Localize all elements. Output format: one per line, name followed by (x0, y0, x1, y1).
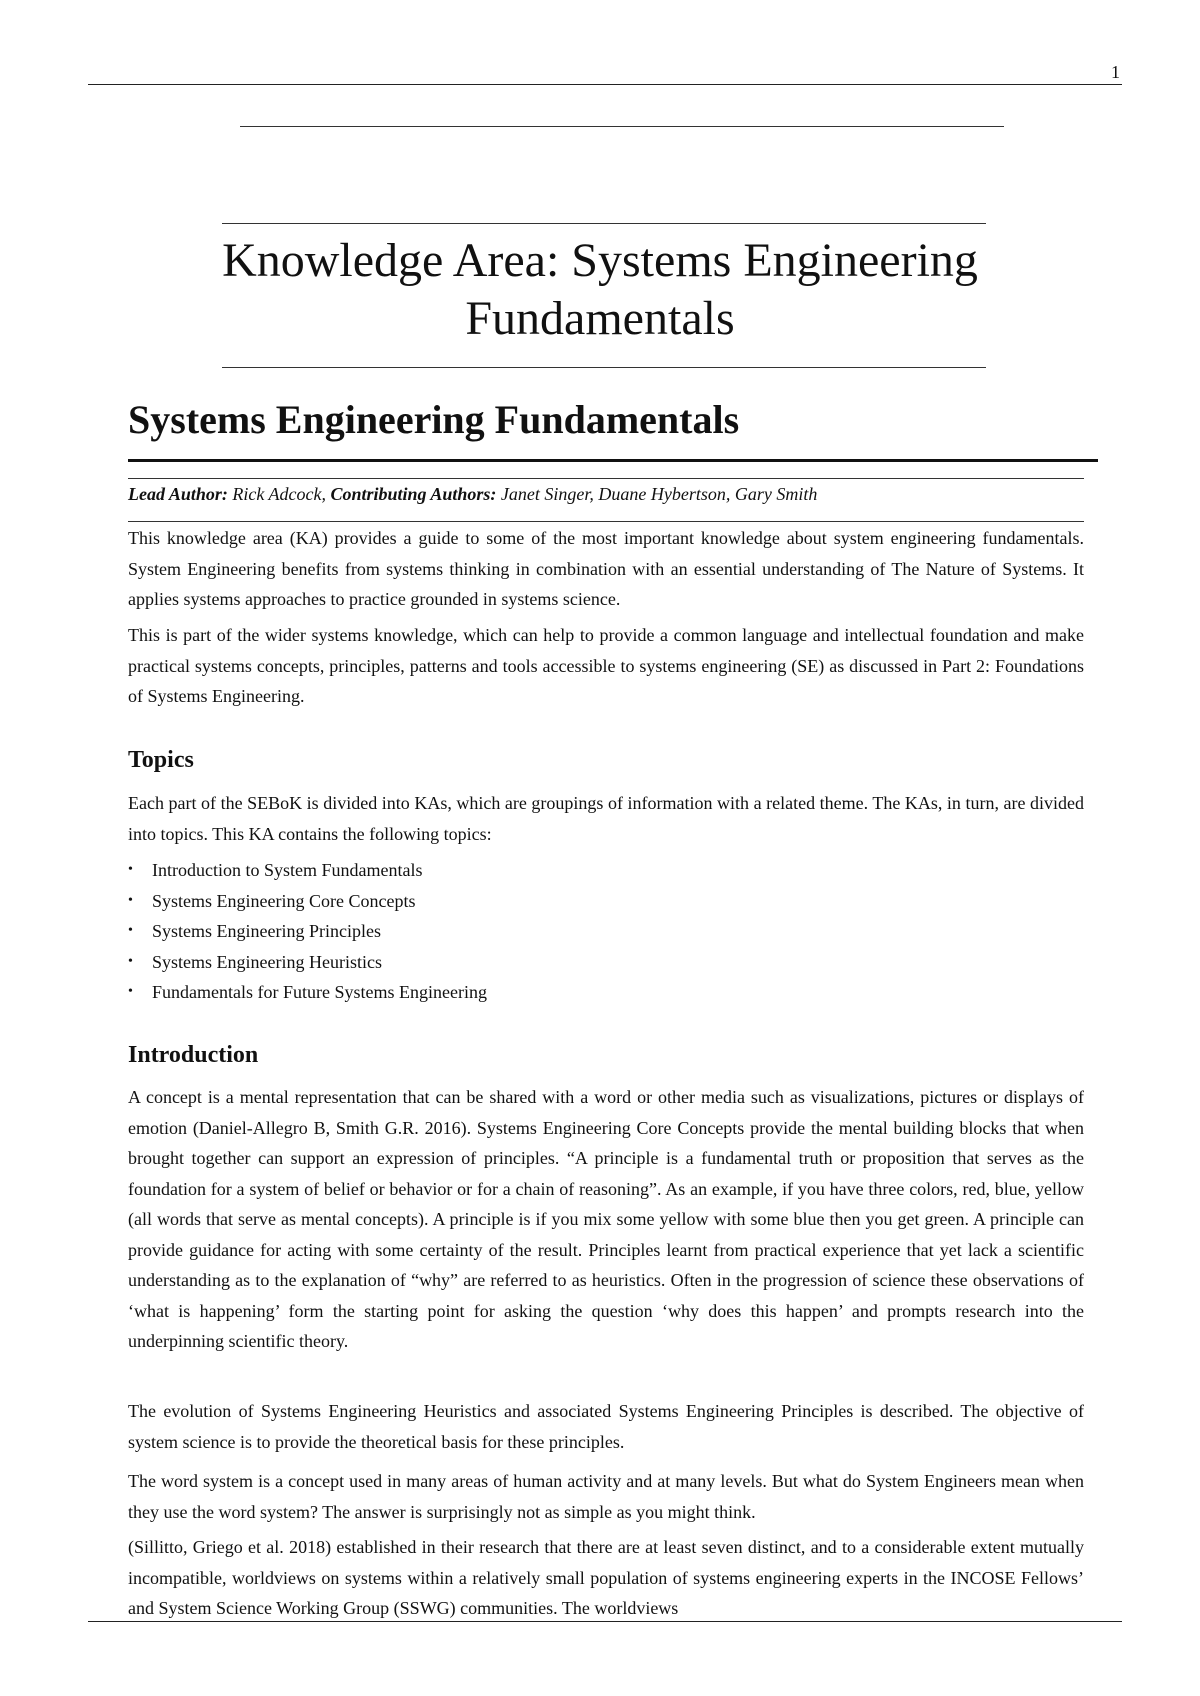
author-rule-bottom (128, 521, 1084, 522)
topic-item[interactable] (128, 916, 487, 947)
topic-item[interactable] (128, 947, 487, 978)
footer-rule (88, 1621, 1122, 1622)
header-rule (88, 84, 1122, 85)
title-rule-top (222, 223, 986, 224)
top-divider (240, 126, 1004, 127)
page-number: 1 (1111, 62, 1120, 82)
topic-link[interactable]: Introduction to System Fundamentals (152, 860, 423, 880)
section-title: Systems Engineering Fundamentals (128, 397, 740, 442)
topics-paragraph: Each part of the SEBoK is divided into KAs, which are groupings of information with a related theme. The KAs, in turn, are divided into topics. This KA contains the following topics: (128, 793, 1084, 844)
topics-list (128, 855, 487, 1008)
intro-paragraph: This knowledge area (KA) provides a guide to some of the most important knowledge about system engineering fundamentals. System Engineering benefits from systems thinking in combination with an essential understanding of The Nature of Systems. It applies systems approaches to practice grounded in systems science. (128, 528, 1084, 609)
topics-heading: Topics (128, 747, 194, 773)
contributing-authors-names: Janet Singer, Duane Hybertson, Gary Smith (496, 484, 818, 504)
topic-link[interactable]: Systems Engineering Principles (152, 921, 381, 941)
lead-author-name: Rick Adcock, (227, 484, 331, 504)
author-line (128, 484, 817, 505)
topic-link[interactable]: Systems Engineering Heuristics (152, 951, 382, 972)
topic-item[interactable] (128, 855, 487, 886)
author-rule-top (128, 478, 1084, 479)
contributing-authors-label: Contributing Authors: (330, 484, 497, 504)
title-rule-bottom (222, 367, 986, 368)
topic-link[interactable]: Systems Engineering Core Concepts (152, 890, 416, 911)
introduction-paragraph: The word system is a concept used in many areas of human activity and at many levels. But what do System Engineers mean when they use the word system? The answer is surprisingly not as simple as you might think. (128, 1471, 1084, 1522)
intro-paragraph: This is part of the wider systems knowledge, which can help to provide a common language and intellectual foundation and make practical systems concepts, principles, patterns and tools accessible to systems engineering (SE) as discussed in Part 2: Foundations of Systems Engineering. (128, 625, 1084, 706)
topic-item[interactable] (128, 886, 487, 917)
lead-author-label: Lead Author: (128, 484, 228, 504)
section-title-rule (128, 459, 1098, 462)
topic-link[interactable]: Fundamentals for Future Systems Engineering (152, 982, 487, 1002)
introduction-paragraph: A concept is a mental representation that can be shared with a word or other media such as visualizations, pictures or displays of emotion (Daniel-Allegro B, Smith G.R. 2016). Systems Engineering Core Concepts provide the mental building blocks that when brought together can support an expression of principles. “A principle is a fundamental truth or proposition that serves as the foundation for a system of belief or behavior or for a chain of reasoning”. As an example, if you have three colors, red, blue, yellow (all words that serve as mental concepts). A principle is if you mix some yellow with some blue then you get green. A principle can provide guidance for acting with some certainty of the result. Principles learnt from practical experience that yet lack a scientific understanding as to the explanation of “why” are referred to as heuristics. Often in the progression of science these observations of ‘what is happening’ form the starting point for asking the question ‘why does this happen’ and prompts research into the underpinning scientific theory. (128, 1087, 1084, 1351)
introduction-paragraph: The evolution of Systems Engineering Heuristics and associated Systems Engineering Principles is described. The objective of system science is to provide the theoretical basis for these principles. (128, 1401, 1084, 1452)
topic-item[interactable] (128, 977, 487, 1008)
introduction-paragraph: (Sillitto, Griego et al. 2018) established in their research that there are at least seven distinct, and to a considerable extent mutually incompatible, worldviews on systems within a relatively small population of systems engineering experts in the INCOSE Fellows’ and System Science Working Group (SSWG) communities. The worldviews (128, 1537, 1084, 1618)
ka-title: Knowledge Area: Systems Engineering Fundamentals (222, 234, 978, 345)
introduction-heading: Introduction (128, 1042, 259, 1068)
